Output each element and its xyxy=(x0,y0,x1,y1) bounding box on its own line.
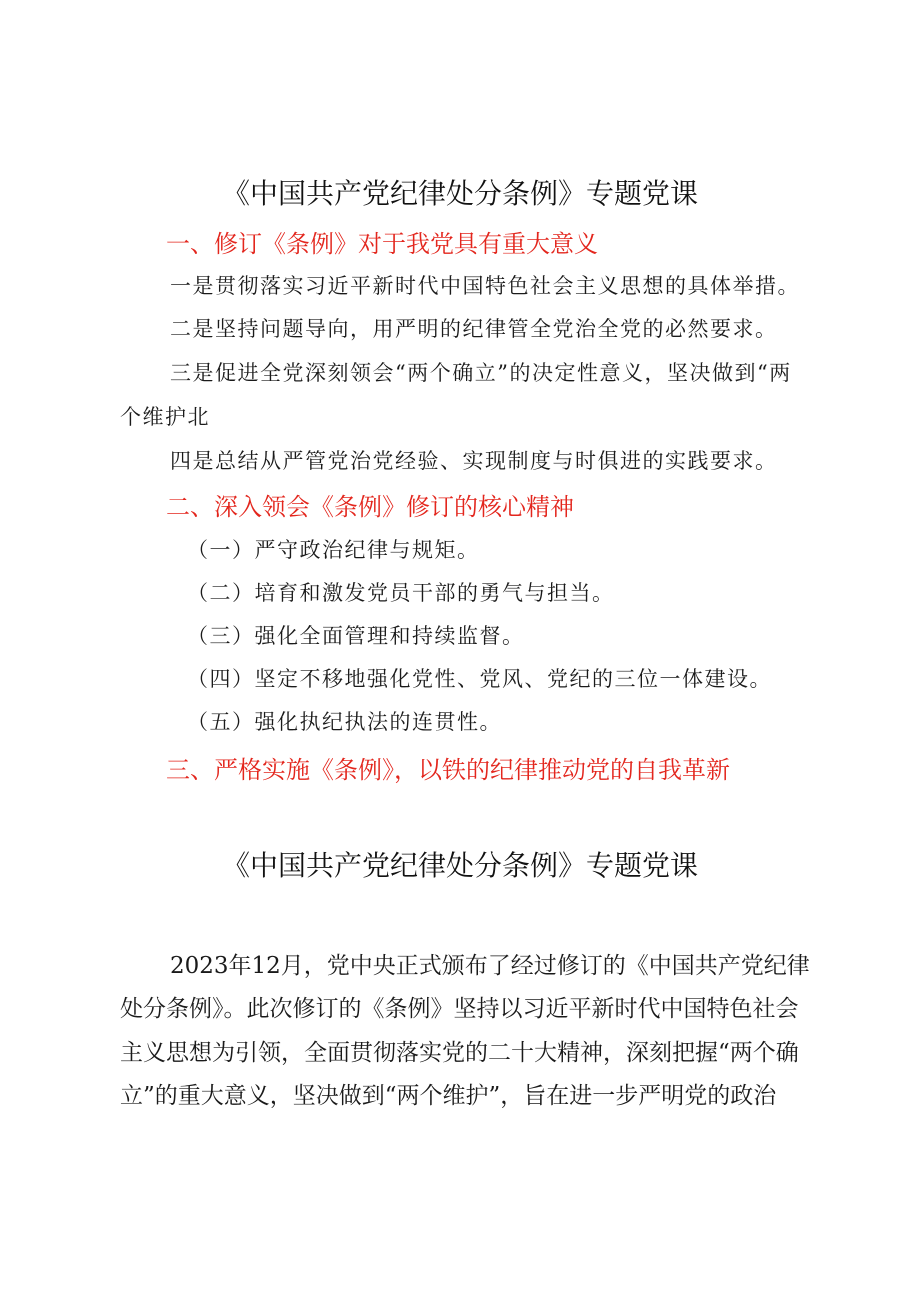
section-2-point-4: （四）坚定不移地强化党性、党风、党纪的三位一体建设。 xyxy=(187,667,772,691)
section-1-point-3: 三是促进全党深刻领会“两个确立”的决定性意义，坚决做到“两 xyxy=(170,361,792,385)
section-2-point-3: （三）强化全面管理和持续监督。 xyxy=(187,624,525,648)
body-paragraph-line-2: 处分条例》。此次修订的《条例》坚持以习近平新时代中国特色社会 xyxy=(120,996,799,1022)
section-2-point-5: （五）强化执纪执法的连贯性。 xyxy=(187,710,502,734)
body-paragraph-line-4: 立”的重大意义，坚决做到“两个维护”，旨在进一步严明党的政治 xyxy=(120,1083,777,1109)
section-1-point-4: 四是总结从严管党治党经验、实现制度与时俱进的实践要求。 xyxy=(170,449,778,473)
section-2-point-2: （二）培育和激发党员干部的勇气与担当。 xyxy=(187,581,615,605)
section-3-heading: 三、严格实施《条例》，以铁的纪律推动党的自我革新 xyxy=(166,756,730,784)
section-2-point-1: （一）严守政治纪律与规矩。 xyxy=(187,538,480,562)
body-paragraph-line-3: 主义思想为引领，全面贯彻落实党的二十大精神，深刻把握“两个确 xyxy=(120,1040,799,1066)
body-paragraph-line-1: 2023年12月，党中央正式颁布了经过修订的《中国共产党纪律 xyxy=(170,953,810,979)
second-document-title: 《中国共产党纪律处分条例》专题党课 xyxy=(221,849,698,882)
section-1-point-1: 一是贯彻落实习近平新时代中国特色社会主义思想的具体举措。 xyxy=(170,274,800,298)
section-2-heading: 二、深入领会《条例》修订的核心精神 xyxy=(166,493,574,521)
section-1-point-2: 二是坚持问题导向，用严明的纪律管全党治全党的必然要求。 xyxy=(170,317,778,341)
section-1-point-3-continued: 个维护北 xyxy=(120,405,210,429)
section-1-heading: 一、修订《条例》对于我党具有重大意义 xyxy=(166,230,598,258)
document-title: 《中国共产党纪律处分条例》专题党课 xyxy=(221,177,698,210)
